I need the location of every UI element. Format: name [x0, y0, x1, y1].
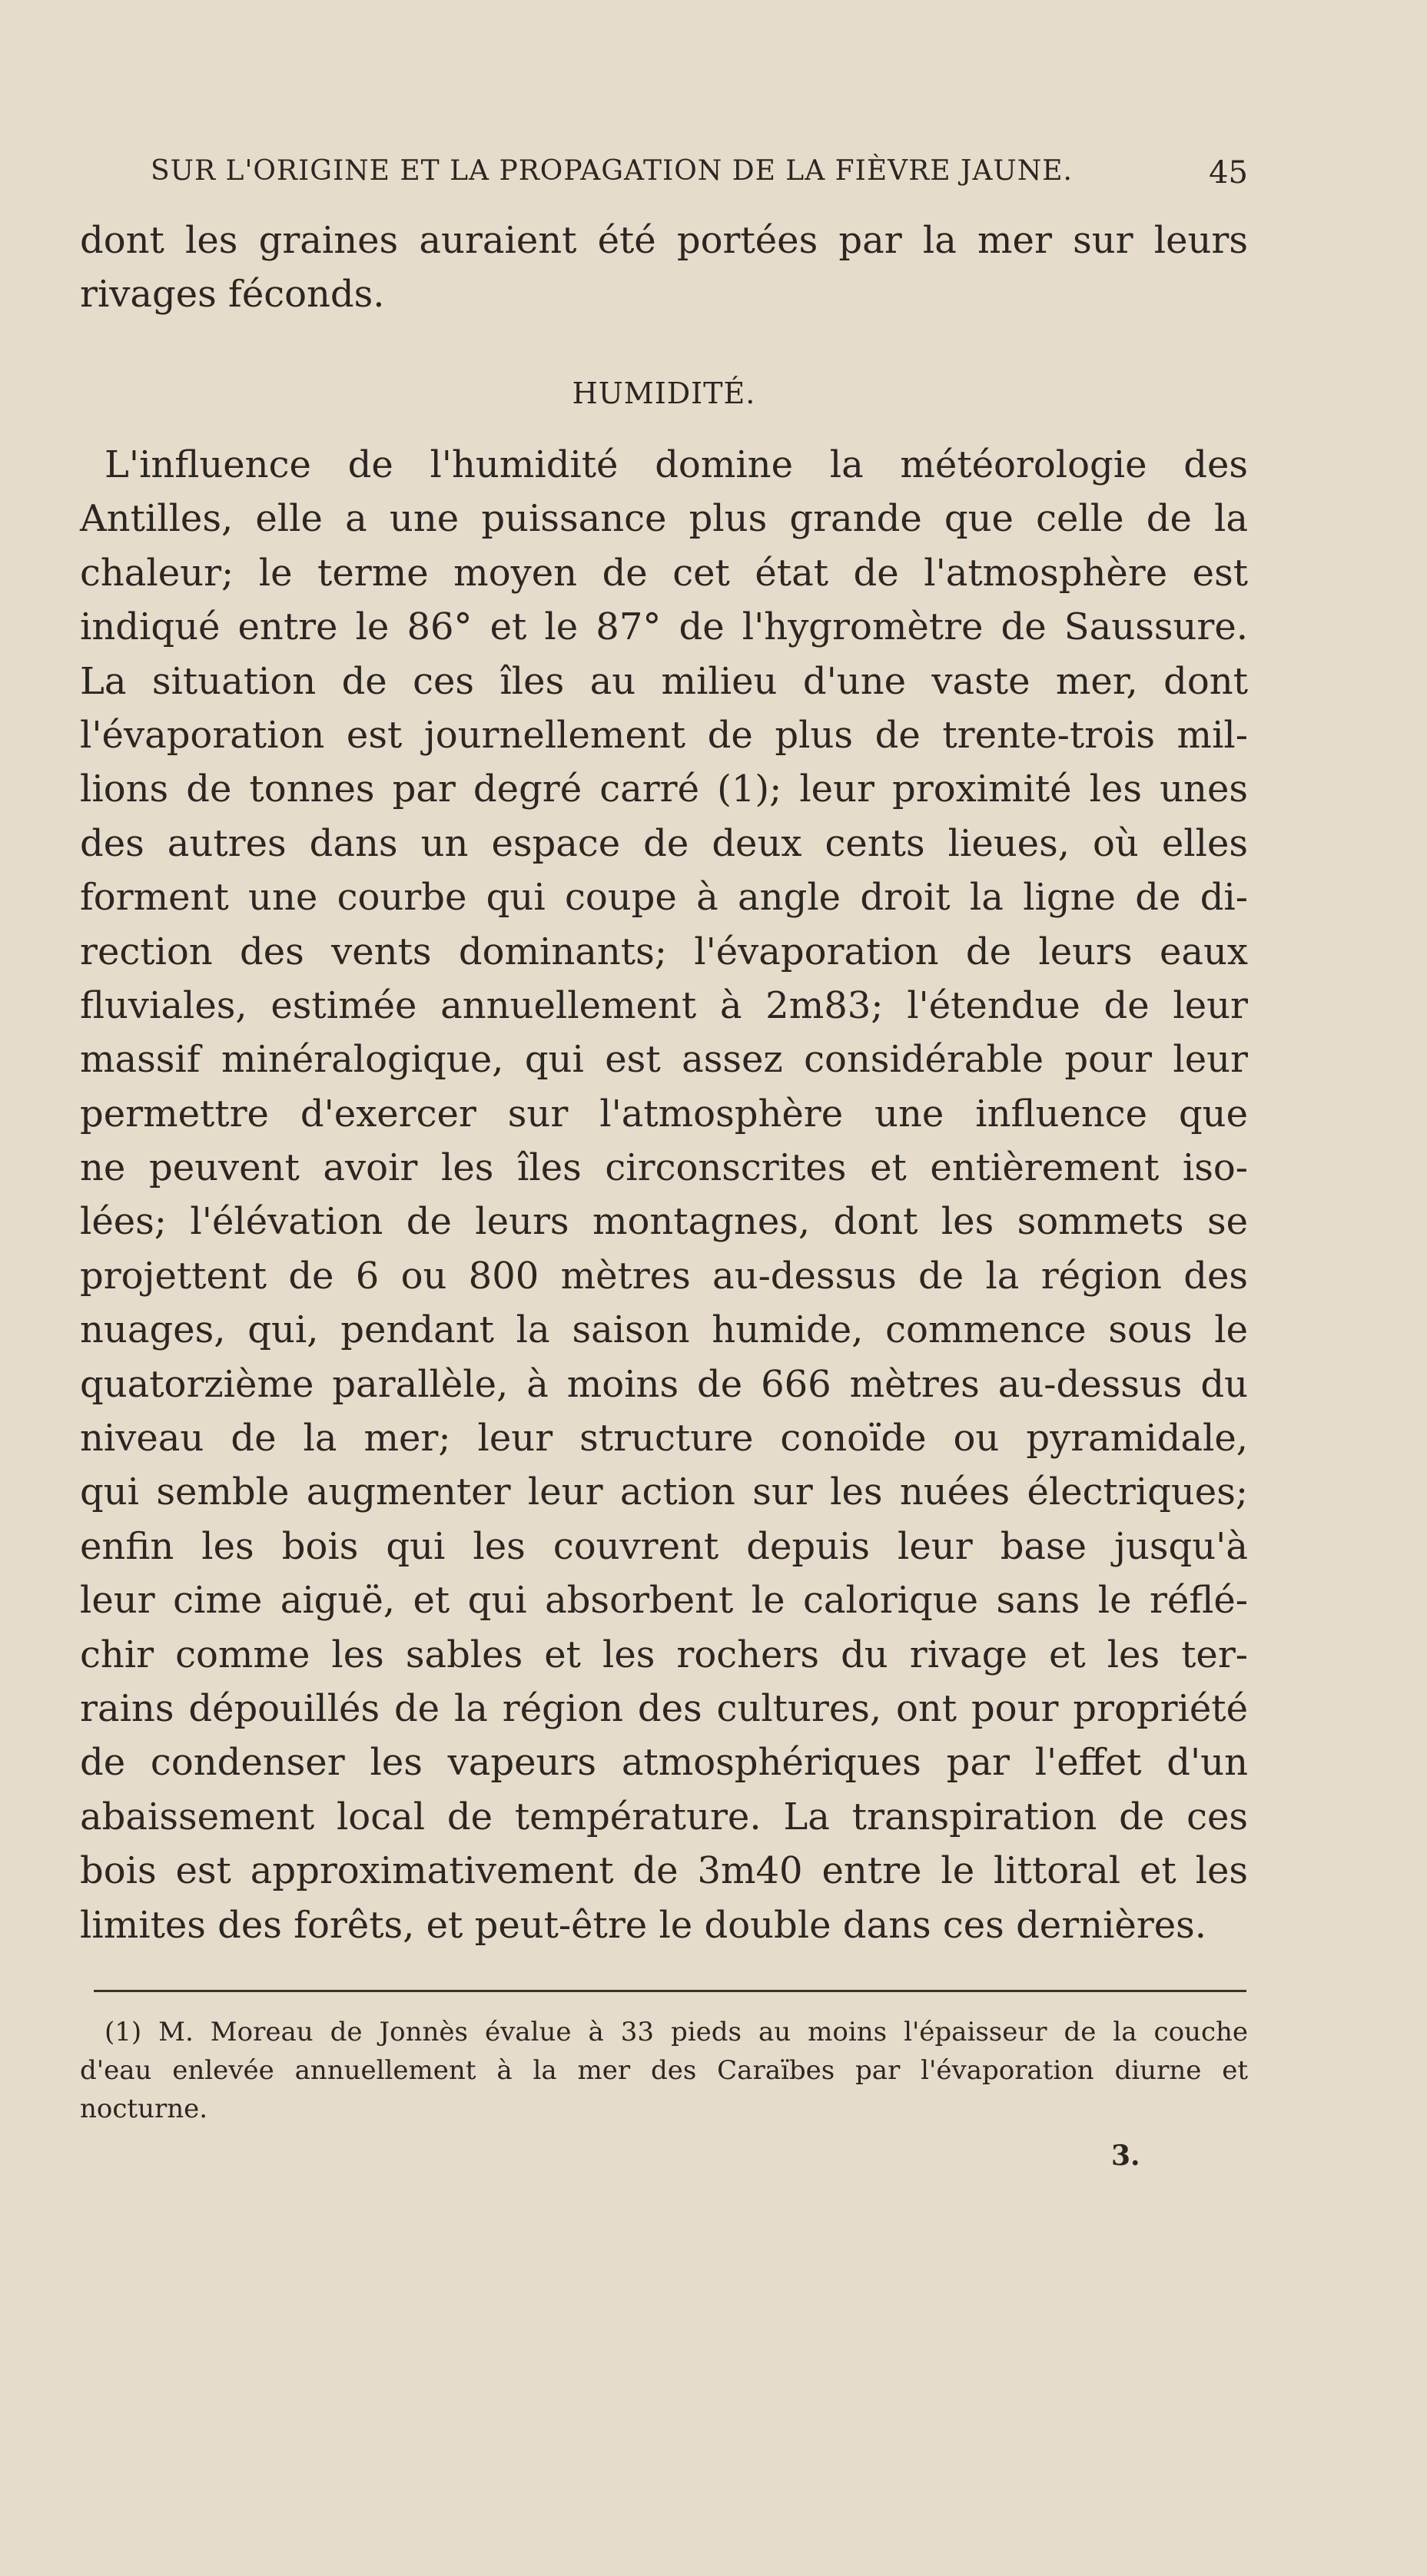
text-line: fluviales, estimée annuellement à 2m83; l'étendue de leur	[80, 983, 1248, 1027]
footnote	[80, 2013, 1248, 2128]
text-line: chaleur; le terme moyen de cet état de l'atmosphère est	[80, 551, 1248, 595]
text-line: La situation de ces îles au milieu d'une vaste mer, dont	[80, 659, 1248, 703]
text-line: qui semble augmenter leur action sur les nuées électriques;	[80, 1470, 1248, 1514]
text-line: de condenser les vapeurs atmosphériques par l'effet d'un	[80, 1741, 1248, 1785]
text-line: des autres dans un espace de deux cents lieues, où elles	[80, 821, 1248, 865]
text-line: abaissement local de température. La transpiration de ces	[80, 1795, 1248, 1838]
footnote-line: nocturne.	[80, 2094, 208, 2124]
signature-mark: 3.	[1111, 2140, 1140, 2172]
footnote-rule	[94, 1990, 1246, 1992]
text-line: massif minéralogique, qui est assez considérable pour leur	[80, 1038, 1248, 1082]
text-line: rains dépouillés de la région des cultures, ont pour propriété	[80, 1686, 1248, 1730]
text-line: dont les graines auraient été portées par la mer sur leurs	[80, 219, 1248, 262]
text-line: limites des forêts, et peut-être le double dans ces dernières.	[80, 1903, 1207, 1947]
text-line: niveau de la mer; leur structure conoïde ou pyramidale,	[80, 1417, 1248, 1460]
text-line: nuages, qui, pendant la saison humide, commence sous le	[80, 1308, 1248, 1352]
text-line: chir comme les sables et les rochers du rivage et les ter-	[80, 1633, 1248, 1676]
text-line: permettre d'exercer sur l'atmosphère une influence que	[80, 1092, 1248, 1135]
footnote-line: (1) M. Moreau de Jonnès évalue à 33 pieds au moins l'épaisseur de la couche	[105, 2017, 1248, 2047]
section-paragraph	[80, 438, 1248, 1952]
text-line: leur cime aiguë, et qui absorbent le calorique sans le réflé-	[80, 1579, 1248, 1623]
running-head	[80, 155, 1248, 194]
text-line: indiqué entre le 86° et le 87° de l'hygromètre de Saussure.	[80, 605, 1248, 649]
page-number: 45	[1209, 155, 1248, 191]
text-line: quatorzième parallèle, à moins de 666 mètres au-dessus du	[80, 1362, 1248, 1406]
text-line: L'influence de l'humidité domine la météorologie des	[105, 443, 1248, 486]
running-title: SUR L'ORIGINE ET LA PROPAGATION DE LA FIÈVRE JAUNE.	[151, 155, 1073, 187]
text-line: lées; l'élévation de leurs montagnes, dont les sommets se	[80, 1200, 1248, 1244]
text-line: enfin les bois qui les couvrent depuis leur base jusqu'à	[80, 1524, 1248, 1568]
text-line: rivages féconds.	[80, 273, 385, 317]
section-title: HUMIDITÉ.	[572, 376, 756, 410]
text-line: projettent de 6 ou 800 mètres au-dessus de la région des	[80, 1254, 1248, 1298]
text-line: Antilles, elle a une puissance plus grande que celle de la	[80, 497, 1248, 541]
opening-paragraph	[80, 214, 1248, 322]
text-line: ne peuvent avoir les îles circonscrites et entièrement iso-	[80, 1146, 1248, 1190]
text-line: rection des vents dominants; l'évaporation de leurs eaux	[80, 930, 1248, 973]
text-line: l'évaporation est journellement de plus de trente-trois mil-	[80, 713, 1248, 757]
footnote-line: d'eau enlevée annuellement à la mer des Caraïbes par l'évaporation diurne et	[80, 2055, 1248, 2086]
text-line: lions de tonnes par degré carré (1); leur proximité les unes	[80, 767, 1248, 811]
text-line: bois est approximativement de 3m40 entre le littoral et les	[80, 1849, 1248, 1893]
text-line: forment une courbe qui coupe à angle droit la ligne de di-	[80, 876, 1248, 920]
